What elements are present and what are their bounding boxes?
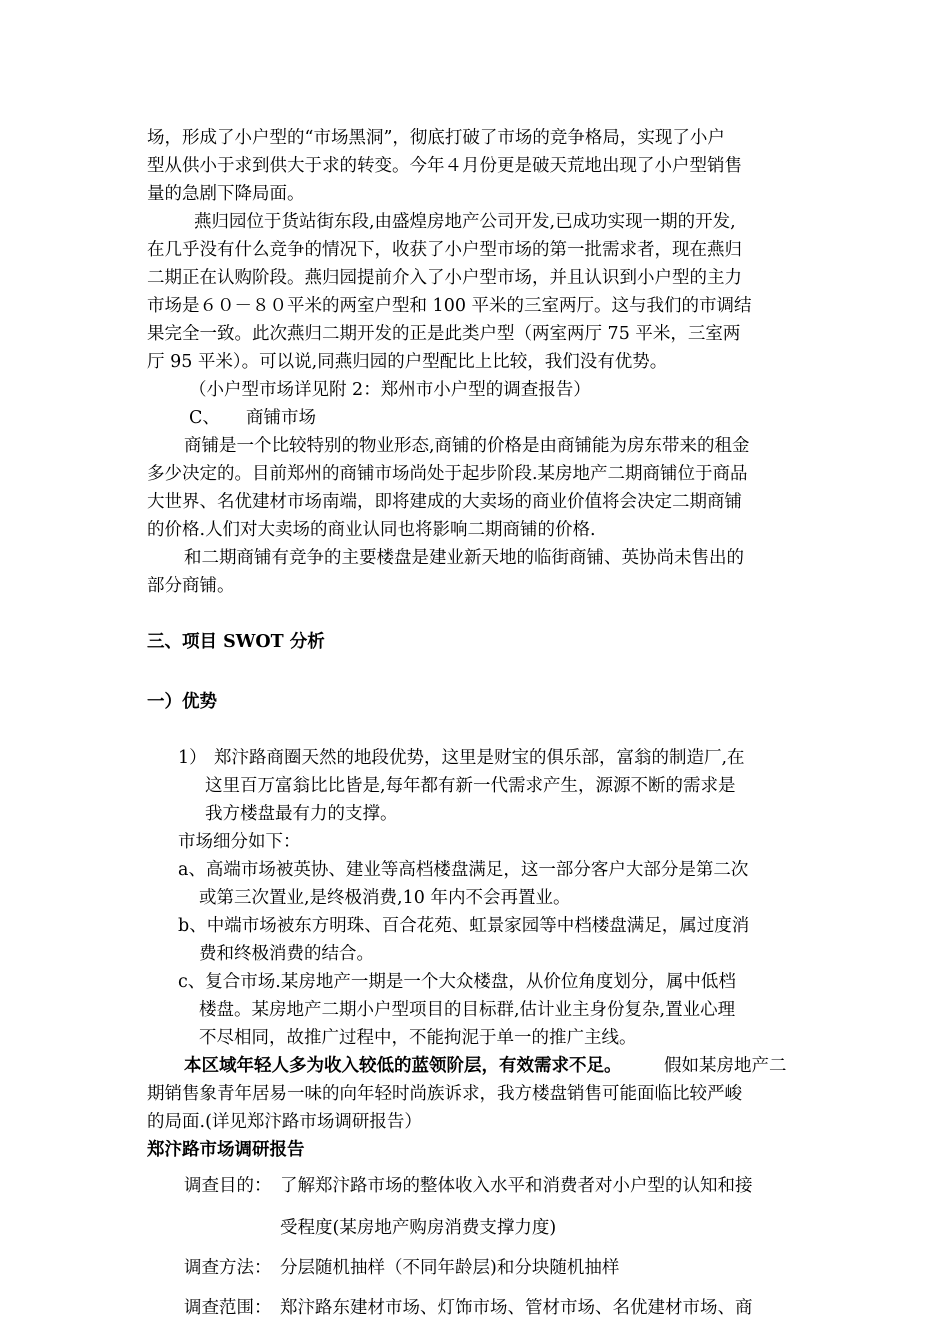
- section-c-heading: C、 商铺市场: [189, 408, 316, 428]
- text-line: 部分商铺。: [147, 576, 235, 596]
- list-item-1: 1） 郑汴路商圈天然的地段优势，这里是财宝的俱乐部，富翁的制造厂,在: [178, 748, 745, 768]
- text-line: 量的急剧下降局面。: [147, 184, 305, 204]
- text-line: 的局面.(详见郑汴路市场调研报告）: [147, 1112, 422, 1132]
- survey-scope: 调查范围： 郑汴路东建材市场、灯饰市场、管材市场、名优建材市场、商: [184, 1298, 753, 1318]
- heading-advantage: 一）优势: [147, 692, 217, 712]
- list-item-b: b、中端市场被东方明珠、百合花苑、虹景家园等中档楼盘满足，属过度消: [178, 916, 750, 936]
- text-line: 商铺是一个比较特别的物业形态,商铺的价格是由商铺能为房东带来的租金: [184, 436, 750, 456]
- text-line: 型从供小于求到供大于求的转变。今年４月份更是破天荒地出现了小户型销售: [147, 156, 742, 176]
- text-line: 二期正在认购阶段。燕归园提前介入了小户型市场，并且认识到小户型的主力: [147, 268, 742, 288]
- text-line: 市场是６０－８０平米的两室户型和 100 平米的三室两厅。这与我们的市调结: [147, 296, 752, 316]
- text-line: 燕归园位于货站街东段,由盛煌房地产公司开发,已成功实现一期的开发,: [194, 212, 736, 232]
- text-line: 或第三次置业,是终极消费,10 年内不会再置业。: [199, 888, 571, 908]
- report-title: 郑汴路市场调研报告: [147, 1140, 305, 1160]
- bold-emphasis: 本区域年轻人多为收入较低的蓝领阶层，有效需求不足。: [184, 1056, 622, 1076]
- text-line: 和二期商铺有竞争的主要楼盘是建业新天地的临街商铺、英协尚未售出的: [184, 548, 744, 568]
- text-line: 这里百万富翁比比皆是,每年都有新一代需求产生，源源不断的需求是: [205, 776, 736, 796]
- text-line: 大世界、名优建材市场南端，即将建成的大卖场的商业价值将会决定二期商铺: [147, 492, 742, 512]
- text-line: 楼盘。某房地产二期小户型项目的目标群,估计业主身份复杂,置业心理: [199, 1000, 736, 1020]
- text-line: 多少决定的。目前郑州的商铺市场尚处于起步阶段.某房地产二期商铺位于商品: [147, 464, 748, 484]
- text-line: 的价格.人们对大卖场的商业认同也将影响二期商铺的价格.: [147, 520, 596, 540]
- market-seg-label: 市场细分如下：: [178, 832, 301, 852]
- text-line: 期销售象青年居易一味的向年轻时尚族诉求，我方楼盘销售可能面临比较严峻: [147, 1084, 742, 1104]
- text-line: 场，形成了小户型的“市场黑洞”，彻底打破了市场的竞争格局，实现了小户: [147, 128, 725, 148]
- survey-method: 调查方法： 分层随机抽样（不同年龄层)和分块随机抽样: [184, 1258, 620, 1278]
- text-line: 果完全一致。此次燕归二期开发的正是此类户型（两室两厅 75 平米，三室两: [147, 324, 741, 344]
- text-line: 本区域年轻人多为收入较低的蓝领阶层，有效需求不足。 假如某房地产二: [0, 1052, 950, 1080]
- heading-swot: 三、项目 SWOT 分析: [147, 632, 325, 652]
- text-line: 费和终极消费的结合。: [199, 944, 374, 964]
- text-line: 在几乎没有什么竞争的情况下，收获了小户型市场的第一批需求者，现在燕归: [147, 240, 742, 260]
- text-line: 不尽相同，故推广过程中，不能拘泥于单一的推广主线。: [199, 1028, 637, 1048]
- text-line: 受程度(某房地产购房消费支撑力度): [280, 1218, 557, 1238]
- text-line: 厅 95 平米）。可以说,同燕归园的户型配比上比较，我们没有优势。: [147, 352, 668, 372]
- text-line: 我方楼盘最有力的支撑。: [205, 804, 398, 824]
- list-item-a: a、高端市场被英协、建业等高档楼盘满足，这一部分客户大部分是第二次: [178, 860, 749, 880]
- appendix-note: （小户型市场详见附 2：郑州市小户型的调查报告）: [189, 380, 591, 400]
- survey-purpose: 调查目的： 了解郑汴路市场的整体收入水平和消费者对小户型的认知和接: [184, 1176, 753, 1196]
- list-item-c: c、复合市场.某房地产一期是一个大众楼盘，从价位角度划分，属中低档: [178, 972, 736, 992]
